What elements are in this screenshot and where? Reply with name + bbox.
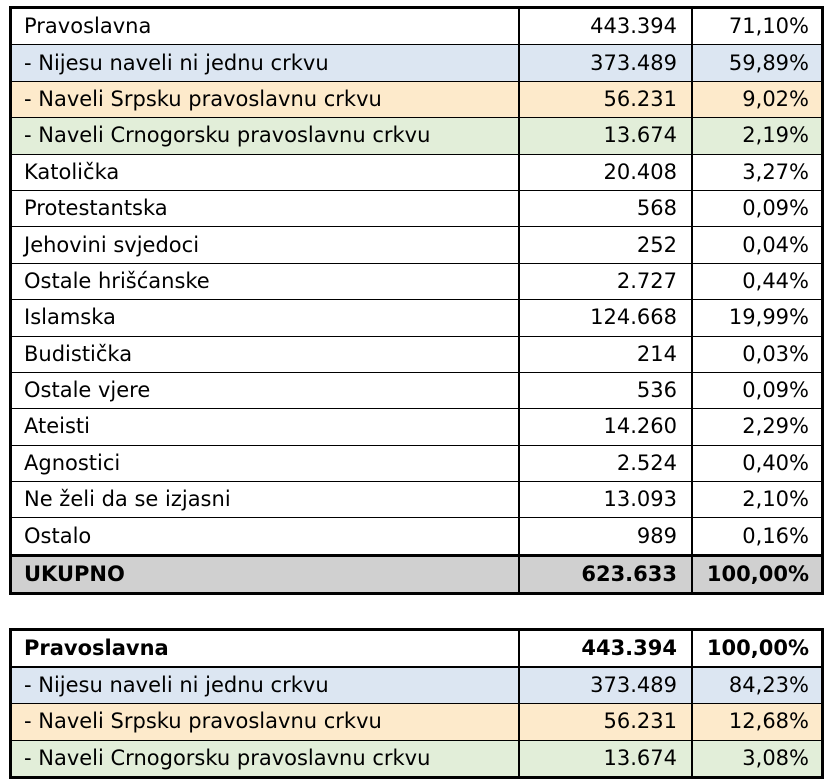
table-row	[11, 704, 823, 740]
table-row	[11, 372, 823, 408]
row-percent: 2,19%	[692, 118, 823, 154]
table-row	[11, 445, 823, 481]
total-count: 623.633	[519, 555, 692, 593]
table-row	[11, 667, 823, 704]
total-percent: 100,00%	[692, 555, 823, 593]
row-count: 124.668	[519, 300, 692, 336]
row-count: 13.674	[519, 118, 692, 154]
row-percent: 71,10%	[692, 8, 823, 45]
row-label: Ateisti	[11, 409, 520, 445]
row-percent: 12,68%	[692, 704, 823, 740]
row-percent: 0,40%	[692, 445, 823, 481]
table-row	[11, 740, 823, 777]
religion-table	[9, 6, 824, 595]
table-row	[11, 482, 823, 518]
row-percent: 0,44%	[692, 263, 823, 299]
table-row	[11, 190, 823, 226]
row-count: 214	[519, 336, 692, 372]
table-row	[11, 263, 823, 299]
row-count: 373.489	[519, 45, 692, 81]
row-label: Protestantska	[11, 190, 520, 226]
header-count: 443.394	[519, 630, 692, 668]
header-row	[11, 630, 823, 668]
row-percent: 3,08%	[692, 740, 823, 777]
row-count: 56.231	[519, 81, 692, 117]
table-row	[11, 118, 823, 154]
table-row	[11, 300, 823, 336]
row-label: Islamska	[11, 300, 520, 336]
orthodox-breakdown-table	[9, 628, 824, 779]
table-row	[11, 518, 823, 555]
row-count: 2.524	[519, 445, 692, 481]
row-label: Jehovini svjedoci	[11, 227, 520, 263]
row-percent: 0,03%	[692, 336, 823, 372]
row-count: 56.231	[519, 704, 692, 740]
header-label: Pravoslavna	[11, 630, 520, 668]
table-row	[11, 409, 823, 445]
row-percent: 0,09%	[692, 190, 823, 226]
row-label: - Naveli Crnogorsku pravoslavnu crkvu	[11, 740, 520, 777]
row-count: 2.727	[519, 263, 692, 299]
row-count: 568	[519, 190, 692, 226]
row-label: Ostale hrišćanske	[11, 263, 520, 299]
table-row	[11, 8, 823, 45]
row-count: 373.489	[519, 667, 692, 704]
row-label: - Naveli Srpsku pravoslavnu crkvu	[11, 81, 520, 117]
row-count: 14.260	[519, 409, 692, 445]
row-percent: 0,09%	[692, 372, 823, 408]
total-row	[11, 555, 823, 593]
row-label: - Nijesu naveli ni jednu crkvu	[11, 45, 520, 81]
table-row	[11, 154, 823, 190]
table-row	[11, 227, 823, 263]
row-count: 13.674	[519, 740, 692, 777]
row-count: 443.394	[519, 8, 692, 45]
row-label: Pravoslavna	[11, 8, 520, 45]
table-row	[11, 81, 823, 117]
total-label: UKUPNO	[11, 555, 520, 593]
row-label: - Nijesu naveli ni jednu crkvu	[11, 667, 520, 704]
row-percent: 9,02%	[692, 81, 823, 117]
row-label: - Naveli Srpsku pravoslavnu crkvu	[11, 704, 520, 740]
row-count: 20.408	[519, 154, 692, 190]
row-label: Agnostici	[11, 445, 520, 481]
row-label: - Naveli Crnogorsku pravoslavnu crkvu	[11, 118, 520, 154]
row-count: 989	[519, 518, 692, 555]
row-percent: 0,04%	[692, 227, 823, 263]
table-row	[11, 336, 823, 372]
header-percent: 100,00%	[692, 630, 823, 668]
table-row	[11, 45, 823, 81]
row-percent: 3,27%	[692, 154, 823, 190]
row-label: Katolička	[11, 154, 520, 190]
row-label: Ostalo	[11, 518, 520, 555]
row-percent: 2,10%	[692, 482, 823, 518]
row-label: Ne želi da se izjasni	[11, 482, 520, 518]
row-percent: 0,16%	[692, 518, 823, 555]
row-count: 13.093	[519, 482, 692, 518]
row-label: Ostale vjere	[11, 372, 520, 408]
row-percent: 59,89%	[692, 45, 823, 81]
row-percent: 84,23%	[692, 667, 823, 704]
row-percent: 19,99%	[692, 300, 823, 336]
row-label: Budistička	[11, 336, 520, 372]
row-percent: 2,29%	[692, 409, 823, 445]
row-count: 252	[519, 227, 692, 263]
row-count: 536	[519, 372, 692, 408]
